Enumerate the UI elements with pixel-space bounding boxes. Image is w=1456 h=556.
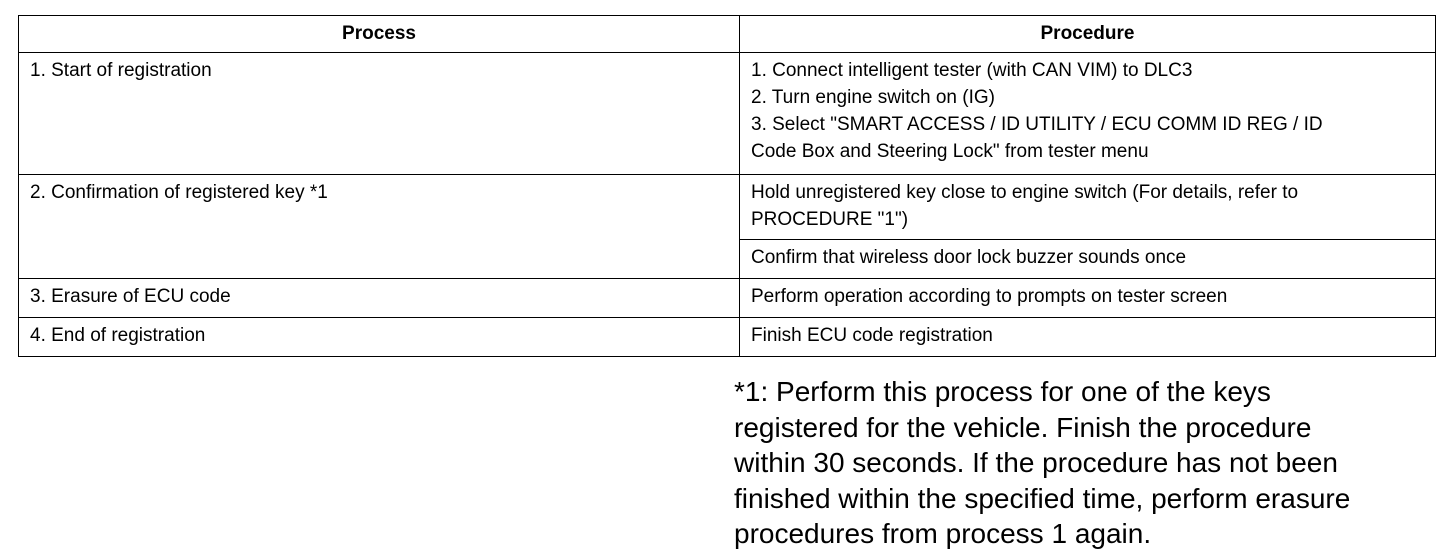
procedure-line: Hold unregistered key close to engine switch (For details, refer to bbox=[751, 182, 1299, 203]
procedure-cell bbox=[740, 175, 1436, 240]
table-header-row bbox=[19, 16, 1436, 53]
header-process: Process bbox=[19, 16, 740, 53]
process-cell: 3. Erasure of ECU code bbox=[19, 279, 740, 318]
procedure-line: Code Box and Steering Lock" from tester menu bbox=[751, 141, 1149, 162]
procedure-cell bbox=[740, 53, 1436, 175]
process-cell: 4. End of registration bbox=[19, 318, 740, 357]
footnote-line: within 30 seconds. If the procedure has not been bbox=[734, 447, 1338, 478]
procedure-cell: Confirm that wireless door lock buzzer sounds once bbox=[740, 240, 1436, 279]
footnote-line: registered for the vehicle. Finish the procedure bbox=[734, 411, 1312, 443]
table-row bbox=[19, 279, 1436, 318]
procedure-line: 2. Turn engine switch on (IG) bbox=[751, 87, 995, 108]
table-row bbox=[19, 318, 1436, 357]
table-row bbox=[19, 53, 1436, 175]
footnote-line: finished within the specified time, perform erasure bbox=[734, 482, 1351, 514]
registration-procedure-table bbox=[18, 15, 1436, 357]
process-cell: 2. Confirmation of registered key *1 bbox=[19, 175, 740, 279]
header-procedure: Procedure bbox=[740, 16, 1436, 53]
procedure-line: 1. Connect intelligent tester (with CAN VIM) to DLC3 bbox=[751, 60, 1193, 81]
procedure-cell: Perform operation according to prompts on tester screen bbox=[740, 279, 1436, 318]
process-cell: 1. Start of registration bbox=[19, 53, 740, 175]
procedure-line: 3. Select "SMART ACCESS / ID UTILITY / ECU COMM ID REG / ID bbox=[751, 114, 1323, 135]
footnote-line: *1: Perform this process for one of the keys bbox=[734, 376, 1271, 407]
footnote bbox=[734, 374, 1434, 552]
table-row bbox=[19, 175, 1436, 240]
procedure-cell: Finish ECU code registration bbox=[740, 318, 1436, 357]
procedure-line: PROCEDURE "1") bbox=[751, 209, 909, 230]
footnote-line: procedures from process 1 again. bbox=[734, 518, 1152, 549]
